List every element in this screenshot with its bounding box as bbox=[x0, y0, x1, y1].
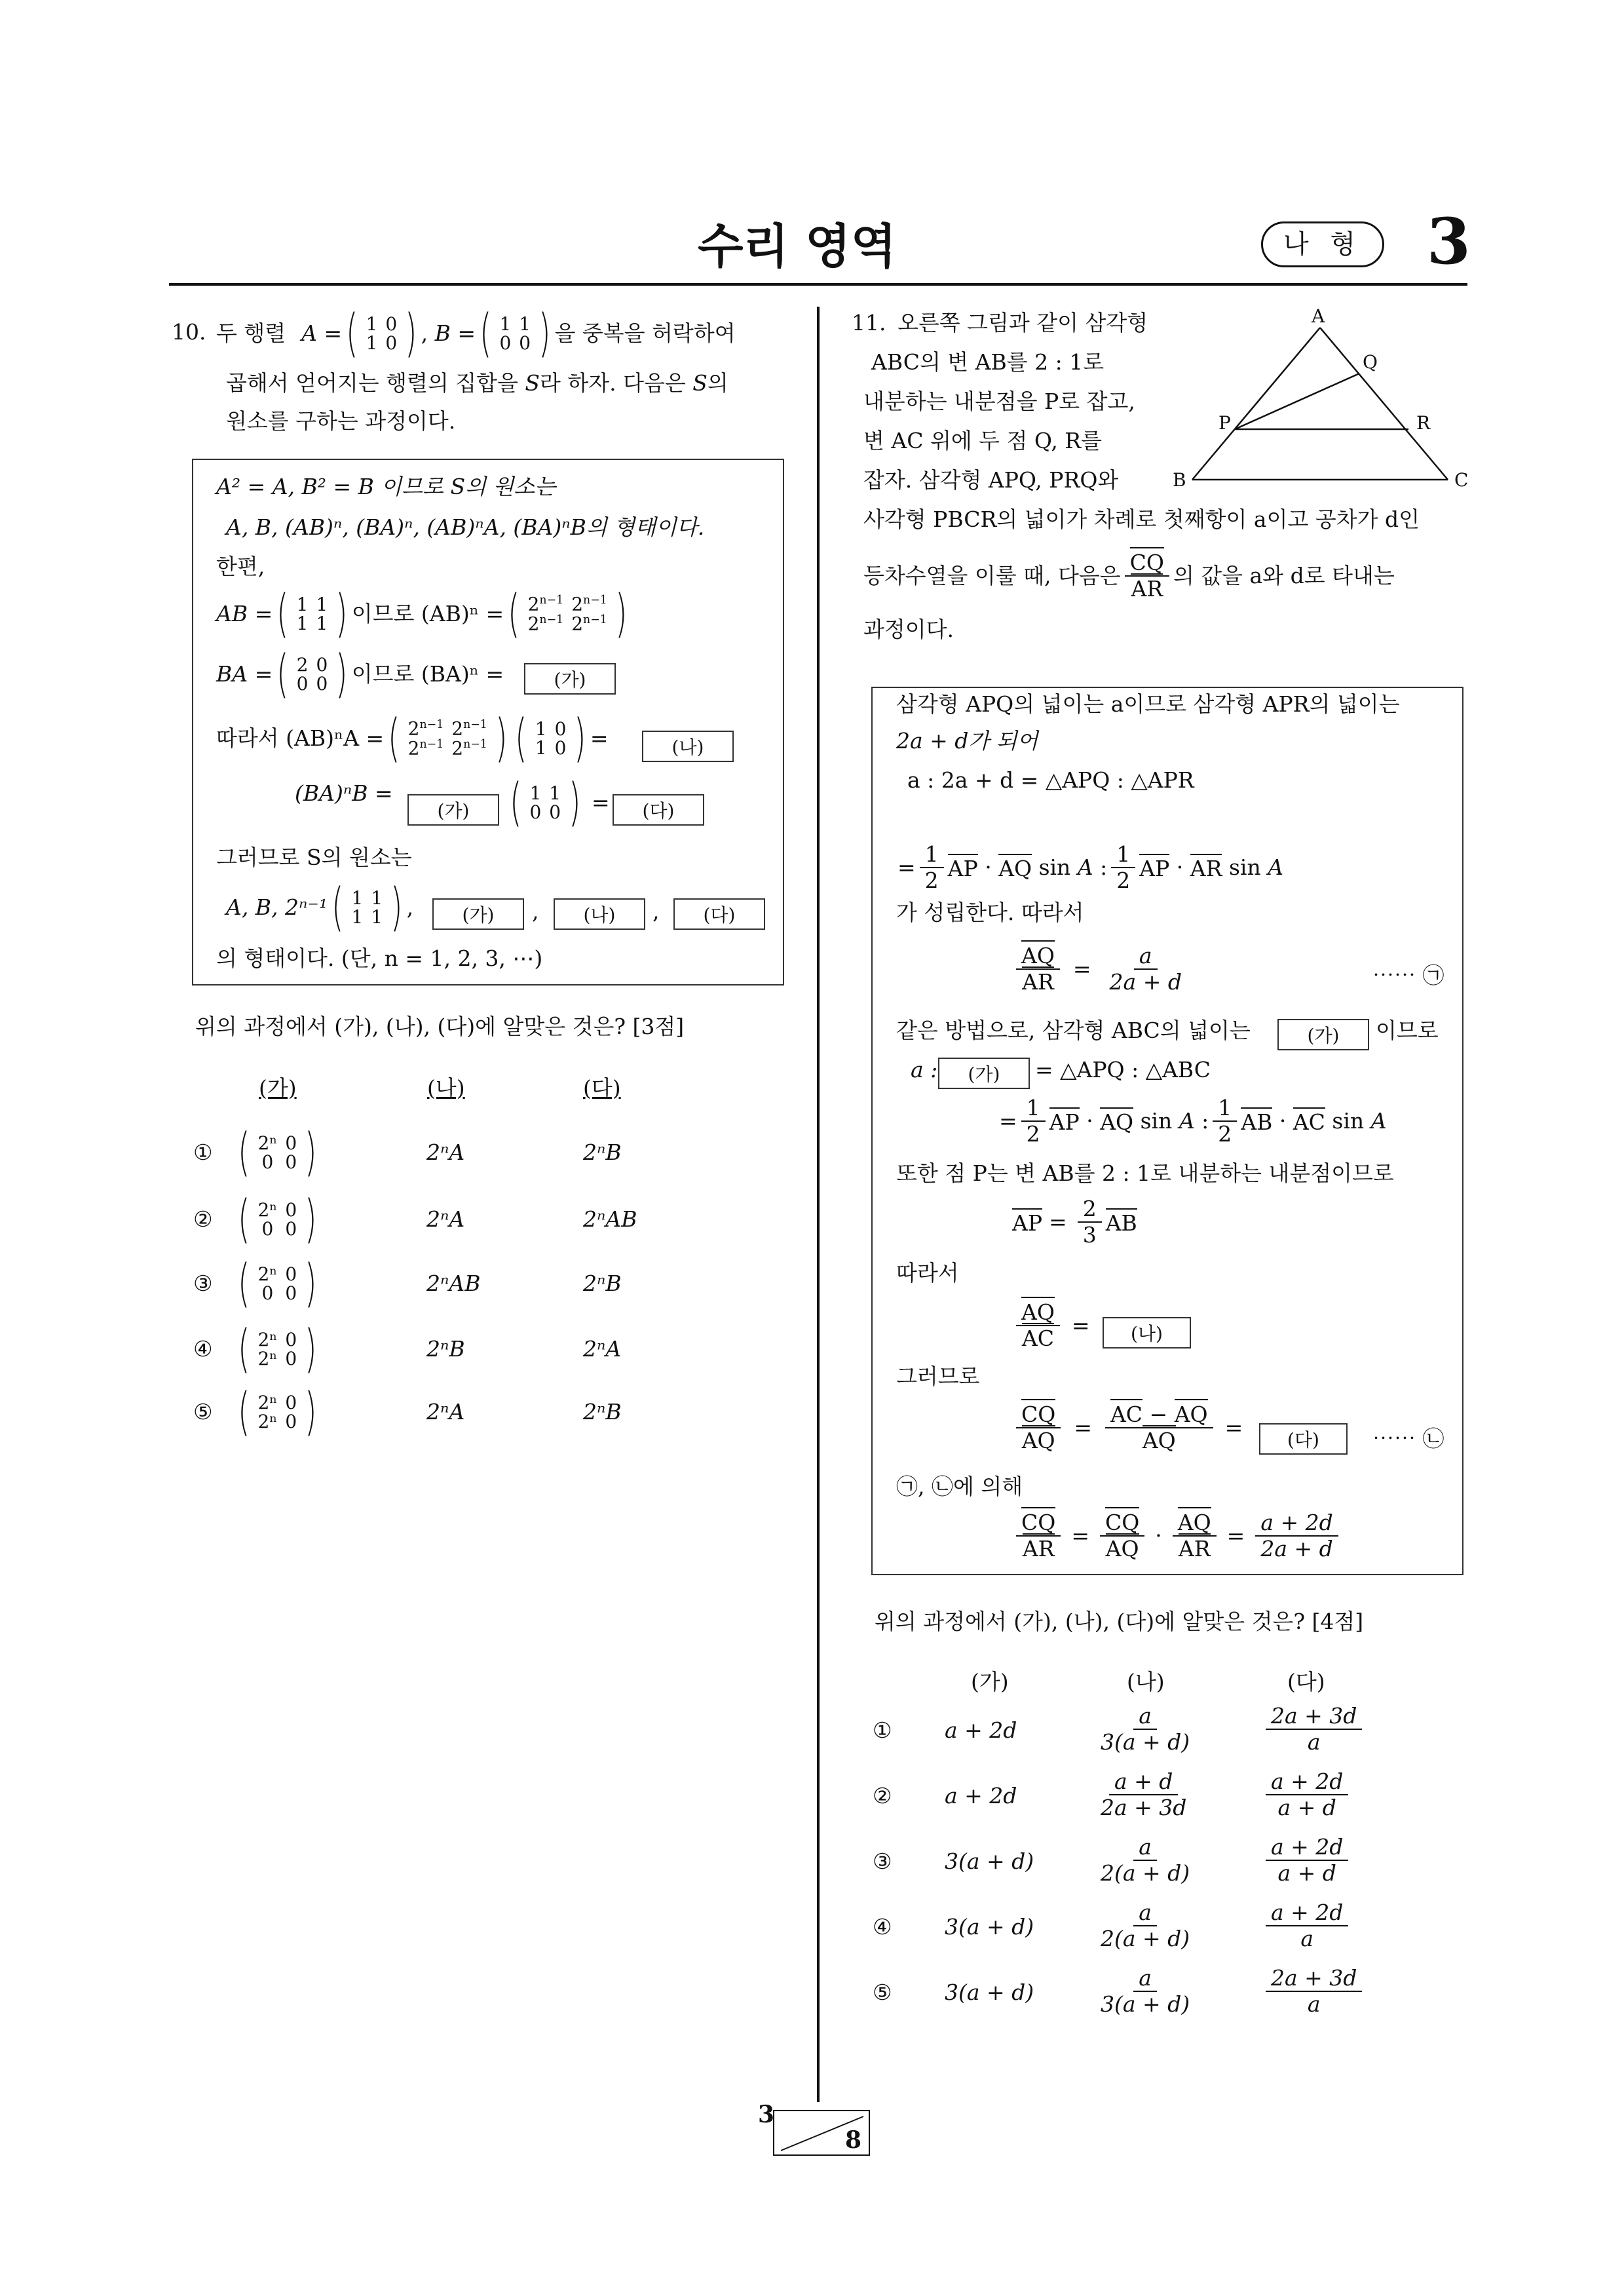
option-na: 2ⁿAB bbox=[426, 1271, 481, 1297]
option-da: 2ⁿB bbox=[583, 1399, 622, 1425]
option-mark: ② bbox=[873, 1783, 892, 1808]
q10-box-line9: A, B, 2ⁿ⁻¹ ( 1 1 1 1 ) , bbox=[226, 878, 414, 937]
q10-box-line7: (BA)ⁿB = bbox=[295, 780, 393, 806]
q11-box-b10: 또한 점 P는 변 AB를 2 : 1로 내분하는 내분점이므로 bbox=[896, 1160, 1394, 1186]
q10-box-line3: 한편, bbox=[216, 554, 265, 579]
option-da: $\frac{2a + 3d}{a}$ bbox=[1266, 1966, 1362, 2017]
q11-box-b5: 가 성립한다. 따라서 bbox=[896, 900, 1084, 925]
option-na: 2ⁿA bbox=[426, 1206, 465, 1233]
option-ga: 3(a + d) bbox=[945, 1914, 1034, 1940]
q11-box-b8a: a : bbox=[911, 1057, 938, 1082]
option-ga-matrix: ( 2ⁿ 0 0 0 ) bbox=[238, 1123, 317, 1182]
option-mark: ⑤ bbox=[193, 1399, 213, 1425]
q10-line2: 곱해서 얻어지는 행렬의 집합을 S라 하자. 다음은 S의 bbox=[226, 370, 728, 396]
option-na: $\frac{a}{2(a + d)}$ bbox=[1101, 1900, 1190, 1951]
label-a: A bbox=[1312, 305, 1325, 327]
q10-box-line8: 그러므로 S의 원소는 bbox=[216, 845, 412, 870]
q11-mark-1: ⋯⋯ ㉠ bbox=[1372, 963, 1445, 988]
q10-blank-ga-3: (가) bbox=[432, 898, 524, 930]
q11-line8: 과정이다. bbox=[863, 617, 954, 642]
option-mark: ③ bbox=[193, 1271, 213, 1297]
q11-option-row[interactable] bbox=[873, 1835, 1397, 1894]
q11-line1: 오른쪽 그림과 같이 삼각형 bbox=[897, 310, 1148, 335]
comma-2: , bbox=[652, 898, 660, 924]
q11-option-row[interactable] bbox=[873, 1704, 1397, 1763]
q10-prompt: 위의 과정에서 (가), (나), (다)에 알맞은 것은? [3점] bbox=[195, 1014, 685, 1039]
q11-box-b1: 삼각형 APQ의 넓이는 a이므로 삼각형 APR의 넓이는 bbox=[896, 691, 1400, 717]
option-da: 2ⁿAB bbox=[583, 1206, 637, 1233]
q11-box-b7b: 이므로 bbox=[1376, 1018, 1439, 1043]
matrix-b: ( 1 1 0 0 ) bbox=[480, 304, 551, 363]
q11-box-b3: a : 2a + d = △APQ : △APR bbox=[907, 767, 1194, 793]
page-title: 수리 영역 bbox=[698, 219, 897, 274]
q11-option-row[interactable] bbox=[873, 1900, 1397, 1959]
q11-line3: 내분하는 내분점을 P로 잡고, bbox=[863, 389, 1135, 414]
q10-option-row[interactable] bbox=[193, 1383, 622, 1442]
q11-box-b4: = $\frac{1}{2}$ AP · AQ sin A : $\frac{1}{2}$ AP · AR sin A bbox=[897, 841, 1284, 893]
q11-line6: 사각형 PBCR의 넓이가 차례로 첫째항이 a이고 공차가 d인 bbox=[863, 507, 1420, 532]
q10-blank-ga-2: (가) bbox=[407, 794, 499, 826]
q10-col-na: (나) bbox=[427, 1075, 465, 1101]
option-da: 2ⁿA bbox=[583, 1336, 622, 1362]
option-da: $\frac{a + 2d}{a + d}$ bbox=[1266, 1835, 1348, 1886]
column-divider bbox=[817, 307, 820, 2102]
q11-blank-da: (다) bbox=[1259, 1423, 1348, 1455]
option-na: $\frac{a}{3(a + d)}$ bbox=[1101, 1703, 1190, 1755]
option-na: $\frac{a}{3(a + d)}$ bbox=[1101, 1965, 1190, 2017]
option-ga: a + 2d bbox=[945, 1783, 1017, 1808]
option-mark: ① bbox=[193, 1139, 213, 1166]
q11-mark-2: ⋯⋯ ㉡ bbox=[1372, 1426, 1445, 1451]
q11-box-b15: $\frac{CQ}{AQ}$ = $\frac{AC - AQ}{AQ}$ = bbox=[1012, 1402, 1243, 1453]
label-b: B bbox=[1173, 469, 1186, 491]
option-na: 2ⁿB bbox=[426, 1336, 465, 1362]
q10-line1: 두 행렬 A = ( 1 0 1 0 ) , B = ( 1 1 0 0 ) 을 중복을 허락하여 bbox=[216, 304, 736, 363]
q11-box-b17: $\frac{CQ}{AR}$ = $\frac{CQ}{AQ}$ · $\frac{AQ}{AR}$ = $\frac{a + 2d}{2a + d}$ bbox=[1012, 1510, 1342, 1561]
option-na: $\frac{a}{2(a + d)}$ bbox=[1101, 1834, 1190, 1886]
comma-1: , bbox=[532, 898, 539, 924]
q10-box-line7-matrix: ( 1 1 0 0 ) = bbox=[510, 773, 610, 832]
triangle-figure bbox=[1166, 301, 1474, 491]
q10-number: 10. bbox=[172, 319, 206, 345]
option-na: 2ⁿA bbox=[426, 1399, 465, 1425]
q11-box-b12: 따라서 bbox=[896, 1260, 959, 1286]
label-c: C bbox=[1454, 469, 1469, 491]
q11-box-b13: $\frac{AQ}{AC}$ = bbox=[1012, 1300, 1090, 1351]
q10-option-row[interactable] bbox=[193, 1320, 622, 1379]
option-mark: ④ bbox=[873, 1914, 892, 1940]
q11-col-ga: (가) bbox=[971, 1669, 1009, 1694]
option-da: $\frac{a + 2d}{a}$ bbox=[1266, 1900, 1348, 1951]
footer-page: 3 bbox=[758, 2101, 775, 2128]
cq-over-ar: $\frac{CQ}{AR}$ bbox=[1125, 550, 1169, 602]
q10-blank-ga-1: (가) bbox=[524, 663, 616, 695]
option-ga: 3(a + d) bbox=[945, 1980, 1034, 2005]
option-mark: ④ bbox=[193, 1336, 213, 1362]
q10-option-row[interactable] bbox=[193, 1123, 622, 1182]
option-ga: 3(a + d) bbox=[945, 1848, 1034, 1874]
option-da: 2ⁿB bbox=[583, 1271, 622, 1297]
q11-line2: ABC의 변 AB를 2 : 1로 bbox=[871, 349, 1105, 375]
q10-blank-da-1: (다) bbox=[613, 794, 704, 826]
q10-box-line4: AB = ( 1 1 1 1 ) 이므로 (AB)ⁿ = ( $2^{n-1}$ $2^{n-1}$ $2^{n-1}$ $2^{n-1}$ ) bbox=[216, 584, 628, 643]
q10-blank-na-1: (나) bbox=[642, 731, 734, 762]
header-rule bbox=[169, 283, 1467, 286]
q11-option-row[interactable] bbox=[873, 1769, 1397, 1828]
footer-total: 8 bbox=[845, 2126, 862, 2154]
q11-box-b14: 그러므로 bbox=[896, 1364, 980, 1389]
q11-number: 11. bbox=[852, 310, 886, 335]
option-ga: a + 2d bbox=[945, 1717, 1017, 1743]
q11-col-na: (나) bbox=[1127, 1669, 1165, 1694]
exam-type-badge bbox=[1261, 221, 1384, 267]
q10-col-ga: (가) bbox=[259, 1075, 297, 1101]
option-da: $\frac{a + 2d}{a + d}$ bbox=[1266, 1769, 1348, 1820]
option-ga-matrix: ( 2ⁿ 0 2ⁿ 0 ) bbox=[238, 1320, 317, 1379]
option-ga-matrix: ( 2ⁿ 0 2ⁿ 0 ) bbox=[238, 1383, 317, 1442]
option-mark: ① bbox=[873, 1717, 892, 1743]
q10-option-row[interactable] bbox=[193, 1190, 637, 1249]
q10-col-da: (다) bbox=[583, 1075, 621, 1101]
q10-line3: 원소를 구하는 과정이다. bbox=[226, 408, 456, 434]
label-p: P bbox=[1218, 412, 1231, 434]
exam-type-label: 나 형 bbox=[1283, 229, 1362, 259]
label-q: Q bbox=[1363, 351, 1378, 373]
q11-box-b6: $\frac{AQ}{AR}$ = $\frac{a}{2a + d}$ bbox=[1012, 944, 1191, 995]
q11-prompt: 위의 과정에서 (가), (나), (다)에 알맞은 것은? [4점] bbox=[875, 1609, 1364, 1634]
option-na: 2ⁿA bbox=[426, 1139, 465, 1166]
option-da: 2ⁿB bbox=[583, 1139, 622, 1166]
q11-box-b11: AP = $\frac{2}{3}$ AB bbox=[1012, 1196, 1137, 1248]
option-mark: ③ bbox=[873, 1848, 892, 1874]
q11-box-b8b: = △APQ : △ABC bbox=[1035, 1057, 1211, 1082]
q11-option-row[interactable] bbox=[873, 1966, 1397, 2025]
q11-blank-ga-1: (가) bbox=[1277, 1019, 1369, 1050]
q11-line4: 변 AC 위에 두 점 Q, R를 bbox=[863, 428, 1103, 453]
option-mark: ② bbox=[193, 1206, 213, 1233]
q10-box-line6: 따라서 (AB)ⁿA = ( $2^{n-1}$ $2^{n-1}$ $2^{n-1}$ $2^{n-1}$ ) ( 1 0 1 0 ) = bbox=[216, 709, 609, 768]
q11-box-b9: = $\frac{1}{2}$ AP · AQ sin A : $\frac{1}{2}$ AB · AC sin A bbox=[999, 1095, 1387, 1147]
q10-box-line5: BA = ( 2 0 0 0 ) 이므로 (BA)ⁿ = bbox=[216, 645, 504, 704]
option-ga-matrix: ( 2ⁿ 0 0 0 ) bbox=[238, 1190, 317, 1249]
label-r: R bbox=[1416, 412, 1431, 434]
q10-blank-da-2: (다) bbox=[673, 898, 765, 930]
q11-blank-na: (나) bbox=[1103, 1317, 1191, 1349]
option-da: $\frac{2a + 3d}{a}$ bbox=[1266, 1704, 1362, 1755]
q11-blank-ga-2: (가) bbox=[938, 1058, 1030, 1089]
q11-box-b2: 2a + d가 되어 bbox=[896, 728, 1038, 754]
option-ga-matrix: ( 2ⁿ 0 0 0 ) bbox=[238, 1254, 317, 1313]
q10-option-row[interactable] bbox=[193, 1254, 622, 1313]
q10-box-line10: 의 형태이다. (단, n = 1, 2, 3, ⋯) bbox=[216, 946, 543, 971]
q11-box-b7: 같은 방법으로, 삼각형 ABC의 넓이는 bbox=[896, 1018, 1251, 1043]
q11-box-b16: ㉠, ㉡에 의해 bbox=[896, 1474, 1023, 1499]
option-mark: ⑤ bbox=[873, 1980, 892, 2005]
q11-line7: 등차수열을 이룰 때, 다음은 $\frac{CQ}{AR}$ 의 값을 a와 d로 타내는 bbox=[863, 550, 1395, 602]
option-na: $\frac{a + d}{2a + 3d}$ bbox=[1101, 1769, 1187, 1820]
q11-line5: 잡자. 삼각형 APQ, PRQ와 bbox=[863, 467, 1119, 493]
q10-box-line2: A, B, (AB)ⁿ, (BA)ⁿ, (AB)ⁿA, (BA)ⁿB의 형태이다. bbox=[226, 514, 705, 540]
q10-blank-na-2: (나) bbox=[554, 898, 645, 930]
page-number: 3 bbox=[1427, 204, 1471, 278]
q11-col-da: (다) bbox=[1287, 1669, 1325, 1694]
matrix-a: ( 1 0 1 0 ) bbox=[346, 304, 417, 363]
q10-box-line1: A² = A, B² = B 이므로 S의 원소는 bbox=[216, 474, 556, 499]
